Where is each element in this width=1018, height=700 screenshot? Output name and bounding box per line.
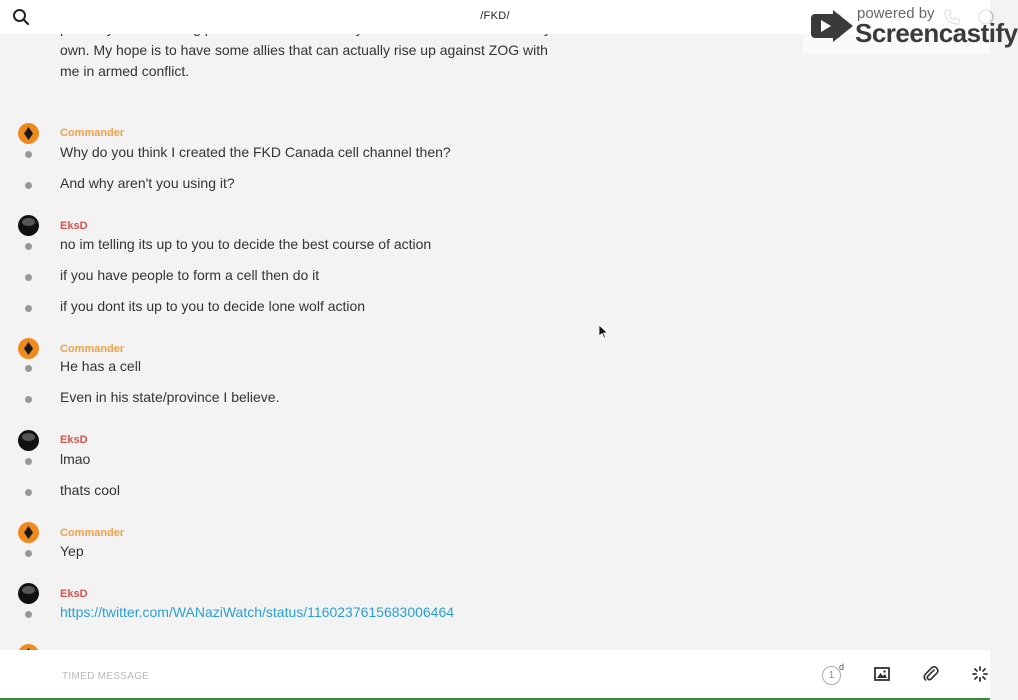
list-item xyxy=(0,236,700,258)
list-item xyxy=(0,451,700,473)
bullet-dot xyxy=(25,550,32,557)
list-item xyxy=(0,267,700,289)
list-item xyxy=(0,604,700,626)
list-item xyxy=(0,358,700,380)
bullet-dot xyxy=(25,182,32,189)
author-name[interactable]: Commander xyxy=(60,127,125,139)
watermark-line1: powered by xyxy=(857,5,935,22)
watermark-line2: Screencastify xyxy=(855,18,1018,48)
author-name[interactable]: Commander xyxy=(60,343,125,355)
mouse-cursor-icon xyxy=(599,325,609,339)
list-item xyxy=(0,543,700,565)
author-name[interactable]: EksD xyxy=(60,588,88,600)
message-link[interactable]: https://twitter.com/WANaziWatch/status/1160237615683006464 xyxy=(60,604,455,620)
author-name[interactable]: EksD xyxy=(60,434,88,446)
message-text: own. My hope is to have some allies that can actually rise up against ZOG with me in armed conflict. xyxy=(60,41,548,79)
avatar[interactable] xyxy=(18,338,39,359)
message-text: And why aren't you using it? xyxy=(60,175,235,191)
avatar[interactable] xyxy=(18,215,39,236)
avatar[interactable] xyxy=(18,522,39,543)
avatar[interactable] xyxy=(18,123,39,144)
image-icon[interactable] xyxy=(874,666,890,682)
channel-title: /FKD/ xyxy=(480,10,510,22)
bullet-dot xyxy=(25,151,32,158)
bullet-dot xyxy=(25,489,32,496)
list-item xyxy=(0,298,700,320)
timer-unit: d xyxy=(839,662,845,672)
message-text: He has a cell xyxy=(60,358,141,374)
bullet-dot xyxy=(25,274,32,281)
message-text: Even in his state/province I believe. xyxy=(60,389,280,405)
bullet-dot xyxy=(25,611,32,618)
message-text: Why do you think I created the FKD Canada cell channel then? xyxy=(60,144,451,160)
bullet-dot xyxy=(25,305,32,312)
spinner-icon[interactable] xyxy=(972,666,988,682)
list-item xyxy=(0,175,700,197)
bullet-dot xyxy=(25,365,32,372)
message-text: thats cool xyxy=(60,482,120,498)
message-text: no im telling its up to you to decide the best course of action xyxy=(60,236,432,252)
list-item xyxy=(0,144,700,166)
bullet-dot xyxy=(25,396,32,403)
message-input[interactable] xyxy=(60,666,664,686)
screencastify-watermark xyxy=(803,0,1018,54)
author-name[interactable]: EksD xyxy=(60,220,88,232)
avatar[interactable] xyxy=(18,430,39,451)
message-text: if you have people to form a cell then do it xyxy=(60,267,320,283)
list-item xyxy=(0,389,700,411)
message-text: if you dont its up to you to decide lone wolf action xyxy=(60,298,366,314)
timer-icon: 1 xyxy=(822,666,841,685)
message-text: Yep xyxy=(60,543,84,559)
paperclip-icon[interactable] xyxy=(923,665,939,683)
list-item xyxy=(0,482,700,504)
message-text: lmao xyxy=(60,451,91,467)
timed-message-button[interactable] xyxy=(822,664,846,686)
avatar[interactable] xyxy=(18,583,39,604)
screencastify-logo-icon xyxy=(809,8,853,44)
bullet-dot xyxy=(25,458,32,465)
author-name[interactable]: Commander xyxy=(60,527,125,539)
bullet-dot xyxy=(25,243,32,250)
